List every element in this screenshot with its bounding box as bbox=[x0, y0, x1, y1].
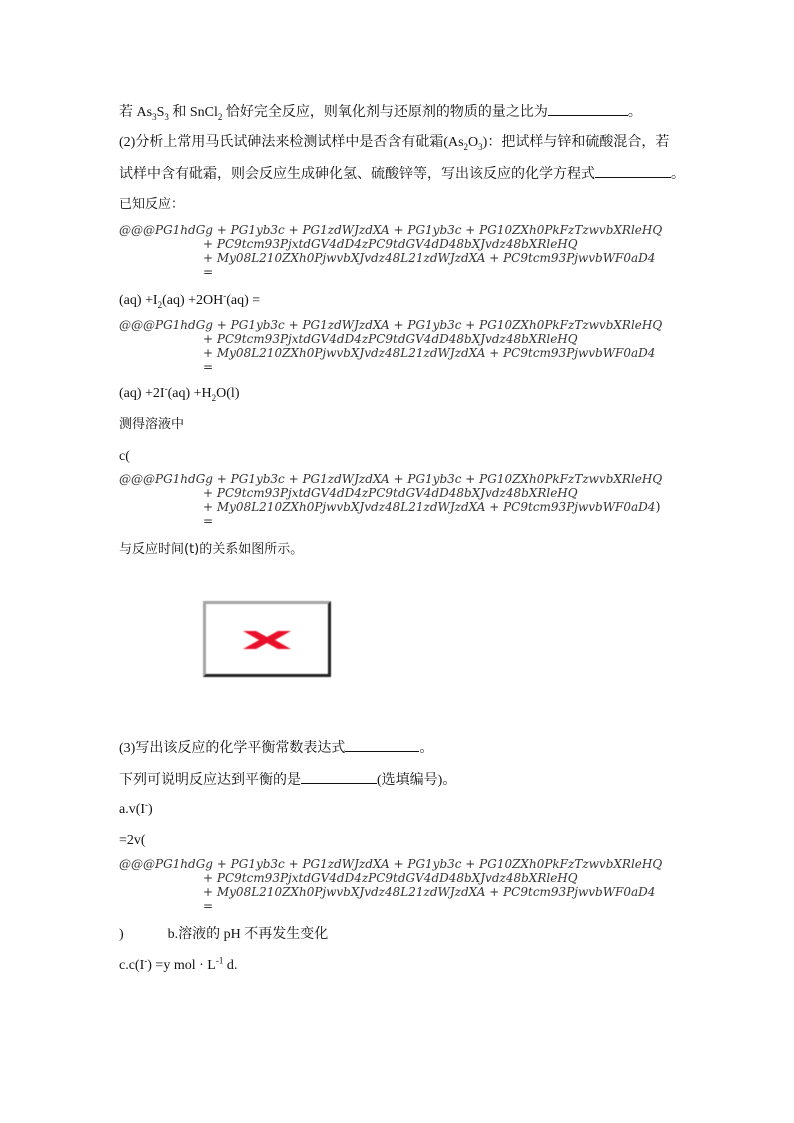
math-garbled-line bbox=[203, 500, 661, 515]
text: (aq) = bbox=[226, 293, 261, 308]
math-garbled-line: + PC9tcm93PjxtdGV4dD4zPC9tdGV4dD48bXJvdz48bXRleHQ bbox=[203, 237, 578, 251]
measured-label: 测得溶液中 bbox=[119, 417, 185, 432]
option-b-line bbox=[119, 926, 328, 944]
math-garbled-line: @@@PG1hdGg + PG1yb3c + PG1zdWJzdXA + PG1yb3c + PG10ZXh0PkFzTzwvbXRleHQ bbox=[119, 223, 663, 237]
text: 恰好完全反应，则氧化剂与还原剂的物质的量之比为 bbox=[222, 105, 548, 120]
subscript: 2 bbox=[463, 141, 469, 152]
question-2-line-2 bbox=[119, 164, 685, 184]
superscript: - bbox=[144, 955, 148, 966]
answer-blank bbox=[595, 164, 671, 178]
text: (3)写出该反应的化学平衡常数表达式 bbox=[119, 741, 346, 756]
option-a-cont: =2v( bbox=[119, 833, 146, 848]
option-b: b.溶液的 pH 不再发生变化 bbox=[167, 927, 329, 942]
text: c.c(I bbox=[119, 958, 145, 973]
text: (aq) +I bbox=[119, 293, 158, 308]
math-garbled-line: @@@PG1hdGg + PG1yb3c + PG1zdWJzdXA + PG1yb3c + PG10ZXh0PkFzTzwvbXRleHQ bbox=[119, 472, 663, 486]
text: (aq) +2I bbox=[119, 386, 165, 401]
text: 和 SnCl bbox=[168, 105, 218, 120]
text: 。 bbox=[671, 167, 685, 182]
relation-text: 与反应时间(t)的关系如图所示。 bbox=[119, 542, 304, 557]
superscript: - bbox=[164, 383, 168, 394]
math-garbled-line: @@@PG1hdGg + PG1yb3c + PG1zdWJzdXA + PG1yb3c + PG10ZXh0PkFzTzwvbXRleHQ bbox=[119, 857, 663, 871]
math-garbled-line: + PC9tcm93PjxtdGV4dD4zPC9tdGV4dD48bXJvdz48bXRleHQ bbox=[203, 332, 578, 346]
text: (aq) +H bbox=[167, 386, 212, 401]
text: O bbox=[468, 135, 479, 150]
question-2-line bbox=[119, 134, 669, 152]
math-garbled-line: = bbox=[203, 899, 214, 913]
subscript: 2 bbox=[217, 111, 223, 122]
text: ) bbox=[148, 802, 153, 817]
text: ) bbox=[119, 927, 124, 942]
text: ) =y mol · L bbox=[147, 958, 216, 973]
subscript: 2 bbox=[211, 392, 217, 403]
question-3 bbox=[119, 738, 433, 758]
math-garbled-line: + My08L210ZXh0PjwvbXJvdz48L21zdWJzdXA + PC9tcm93PjwvbWF0aD4 bbox=[203, 885, 656, 899]
subscript: 3 bbox=[164, 111, 169, 122]
text: + My08L210ZXh0PjwvbXJvdz48L21zdWJzdXA + PC9tcm93PjwvbWF0aD4 bbox=[203, 500, 656, 514]
broken-image-icon bbox=[203, 601, 331, 677]
math-garbled-line: = bbox=[203, 360, 214, 374]
text: 。 bbox=[627, 105, 642, 120]
math-garbled-line: + PC9tcm93PjxtdGV4dD4zPC9tdGV4dD48bXJvdz48bXRleHQ bbox=[203, 486, 578, 500]
options-intro bbox=[119, 770, 456, 790]
text: )：把试样与锌和硫酸混合，若 bbox=[482, 135, 670, 150]
text: (aq) +2OH bbox=[162, 293, 224, 308]
known-reaction-label: 已知反应： bbox=[119, 197, 185, 212]
text: S bbox=[156, 105, 165, 120]
answer-blank bbox=[301, 770, 377, 784]
math-garbled-line: = bbox=[203, 265, 214, 279]
text: d. bbox=[223, 958, 238, 973]
red-x-icon bbox=[206, 604, 328, 674]
math-garbled-line: = bbox=[203, 514, 214, 528]
text: O(l) bbox=[216, 386, 240, 401]
text: (选填编号)。 bbox=[377, 773, 457, 788]
subscript: 3 bbox=[152, 111, 157, 122]
math-garbled-line: + My08L210ZXh0PjwvbXJvdz48L21zdWJzdXA + PC9tcm93PjwvbWF0aD4 bbox=[203, 346, 656, 360]
text: (2)分析上常用马氏试砷法来检测试样中是否含有砒霜(As bbox=[119, 135, 464, 150]
c-open: c( bbox=[119, 449, 130, 464]
question-line-ratio bbox=[119, 102, 642, 122]
reaction-line-2 bbox=[119, 385, 239, 403]
text: 试样中含有砒霜，则会反应生成砷化氢、硫酸锌等，写出该反应的化学方程式 bbox=[119, 167, 595, 182]
superscript: - bbox=[145, 799, 149, 810]
answer-blank bbox=[548, 102, 628, 116]
option-c-line bbox=[119, 957, 237, 975]
text: 若 As bbox=[119, 105, 153, 120]
math-garbled-line: + PC9tcm93PjxtdGV4dD4zPC9tdGV4dD48bXJvdz48bXRleHQ bbox=[203, 871, 578, 885]
text: a.v(I bbox=[119, 802, 146, 817]
answer-blank bbox=[345, 738, 419, 752]
superscript: - bbox=[223, 290, 227, 301]
superscript: -1 bbox=[215, 955, 224, 966]
text: 下列可说明反应达到平衡的是 bbox=[119, 773, 301, 788]
text: 。 bbox=[419, 741, 434, 756]
subscript: 3 bbox=[478, 141, 483, 152]
subscript: 2 bbox=[157, 299, 163, 310]
option-a bbox=[119, 801, 153, 819]
close-paren: ) bbox=[655, 500, 661, 515]
reaction-line-1 bbox=[119, 292, 260, 310]
math-garbled-line: @@@PG1hdGg + PG1yb3c + PG1zdWJzdXA + PG1yb3c + PG10ZXh0PkFzTzwvbXRleHQ bbox=[119, 318, 663, 332]
math-garbled-line: + My08L210ZXh0PjwvbXJvdz48L21zdWJzdXA + PC9tcm93PjwvbWF0aD4 bbox=[203, 251, 656, 265]
